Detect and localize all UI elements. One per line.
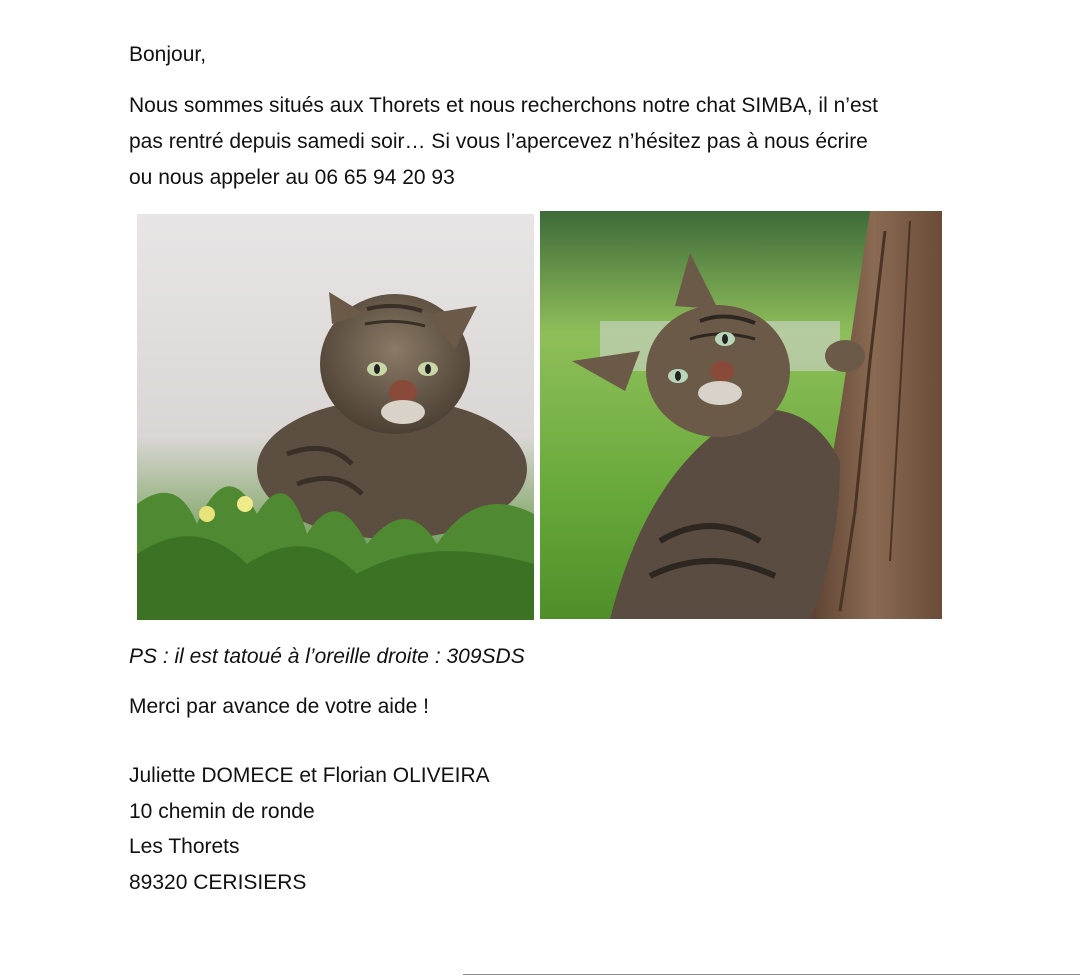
signature-street: 10 chemin de ronde [129,800,315,823]
cat-in-grass-image [137,214,534,620]
cat-on-tree-image [540,211,942,619]
signature-names: Juliette DOMECE et Florian OLIVEIRA [129,764,490,787]
greeting: Bonjour, [129,43,207,66]
body-line-1: Nous sommes situés aux Thorets et nous recherchons notre chat SIMBA, il n’est [129,94,878,117]
page-bottom-rule [463,974,1080,975]
signature-locality: Les Thorets [129,835,240,858]
thanks-line: Merci par avance de votre aide ! [129,695,429,718]
signature-postal-city: 89320 CERISIERS [129,871,307,894]
body-line-2: pas rentré depuis samedi soir… Si vous l’apercevez n’hésitez pas à nous écrire [129,130,868,153]
cat-photo-tree [540,211,942,619]
cat-photo-grass [137,214,534,620]
ps-tattoo-note: PS : il est tatoué à l’oreille droite : 309SDS [129,645,525,668]
body-line-3: ou nous appeler au 06 65 94 20 93 [129,166,455,189]
